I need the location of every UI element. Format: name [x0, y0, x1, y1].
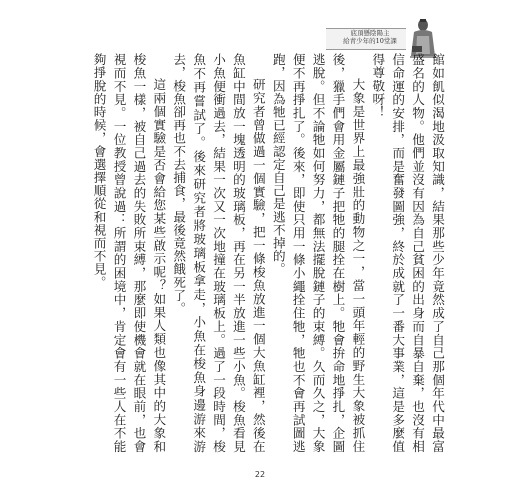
header-title-line1: 底頂懸陰陽主 — [350, 29, 390, 37]
header-title — [332, 29, 408, 45]
paragraph-2: 大象是世界上最強壯的動物之一，當一頭年輕的野生大象被抓住後，獵手們會用金屬鏈子把牠的腿拴在樹上。牠會拚命地掙扎，企圖逃脫。但不論牠如何努力，都無法擺脫鏈子的束縛。久而久之，大象便不再掙扎了。後來，即使只用一條小繩拴住牠，牠也不會再試圖逃跑，因為牠已經認定自己是逃不掉的。 — [270, 53, 366, 453]
header-title-line2: 給青少年的10堂課 — [343, 37, 397, 45]
paragraph-1: 館如飢似渴地汲取知識，結果那些少年竟然成了自己那個年代中最富盛名的人物。他們並沒有因為自己貧困的出身而自暴自棄，也沒有相信命運的安排，而是奮發圖強，終於成就了一番大事業，這是多麼值得尊敬呀！ — [370, 53, 445, 453]
page-number: 22 — [254, 470, 266, 479]
paragraph-4: 這兩個實驗是否會給您某些啟示呢？如果人類也像其中的大象和梭魚一樣，被自己過去的失敗所束縛，那麼即使機會就在眼前，也會視而不見。一位教授曾說過：所謂的困境中，肯定會有一些人在不能夠掙脫的時候，會選擇順從和視而不見。 — [91, 53, 167, 453]
page-body-text — [67, 53, 447, 453]
paragraph-3: 研究者曾做過一個實驗，把一條梭魚放進一個大魚缸裡，然後在魚缸中間放一塊透明的玻璃板，再在另一半放進一些小魚。梭魚看見小魚便衝過去，結果一次又一次地撞在玻璃板上。過了一段時間，梭魚不再嘗試了。後來研究者將玻璃板拿走，小魚在梭魚身邊游來游去，梭魚卻再也不去捕食，最後竟然餓死了。 — [171, 53, 266, 453]
